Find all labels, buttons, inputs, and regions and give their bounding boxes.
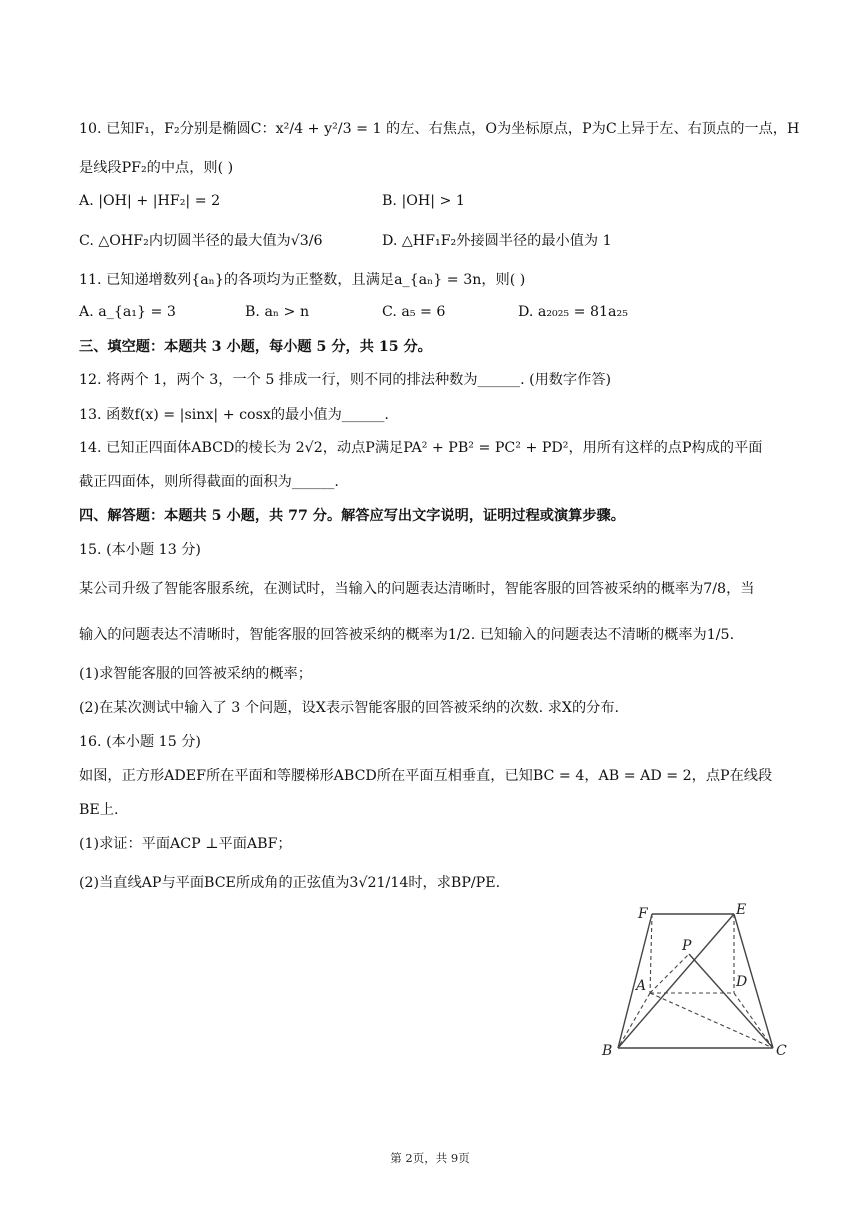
q15-line1: 某公司升级了智能客服系统，在测试时，当输入的问题表达清晰时，智能客服的回答被采纳的概率为7/8，当 xyxy=(79,581,755,597)
label-f: F xyxy=(638,906,648,922)
q10-line2: 是线段PF₂的中点，则( ) xyxy=(79,160,234,176)
q15-part2: (2)在某次测试中输入了 3 个问题，设X表示智能客服的回答被采纳的次数. 求X的分布. xyxy=(79,700,620,716)
q16-line2: BE上. xyxy=(79,802,119,818)
label-p: P xyxy=(682,938,692,954)
edge-fa xyxy=(650,914,652,993)
edge-ab xyxy=(618,993,650,1048)
q11-option-b: B. aₙ > n xyxy=(245,304,310,320)
label-c: C xyxy=(776,1043,787,1059)
q15-line2: 输入的问题表达不清晰时，智能客服的回答被采纳的概率为1/2. 已知输入的问题表达不清晰的概率为1/5. xyxy=(79,627,735,643)
q16-part2: (2)当直线AP与平面BCE所成角的正弦值为3√21/14时，求BP/PE. xyxy=(79,875,501,891)
label-a: A xyxy=(636,978,647,994)
section-4-heading: 四、解答题：本题共 5 小题，共 77 分。解答应写出文字说明，证明过程或演算步骤。 xyxy=(79,508,625,524)
q10-option-d: D. △HF₁F₂外接圆半径的最小值为 1 xyxy=(382,233,612,249)
q10-line1: 10. 已知F₁，F₂分别是椭圆C：x²/4 + y²/3 = 1 的左、右焦点，O为坐标原点，P为C上异于左、右顶点的一点，H xyxy=(79,121,800,137)
edge-pc xyxy=(689,954,773,1048)
edge-ac xyxy=(650,993,773,1048)
q14-line2: 截正四面体，则所得截面的面积为______. xyxy=(79,474,339,490)
q10-option-a: A. |OH| + |HF₂| = 2 xyxy=(79,193,221,209)
q13-text: 13. 函数f(x) = |sinx| + cosx的最小值为______. xyxy=(79,407,389,423)
label-d: D xyxy=(736,974,748,990)
q11-line1: 11. 已知递增数列{aₙ}的各项均为正整数，且满足a_{aₙ} = 3n，则( ) xyxy=(79,272,526,288)
q16-header: 16. (本小题 15 分) xyxy=(79,734,201,750)
q10-option-c: C. △OHF₂内切圆半径的最大值为√3/6 xyxy=(79,233,323,249)
geometry-figure xyxy=(590,898,800,1063)
q11-option-c: C. a₅ = 6 xyxy=(382,304,446,320)
section-3-heading: 三、填空题：本题共 3 小题，每小题 5 分，共 15 分。 xyxy=(79,339,432,355)
q10-option-b: B. |OH| > 1 xyxy=(382,193,465,209)
q14-line1: 14. 已知正四面体ABCD的棱长为 2√2，动点P满足PA² + PB² = PC² + PD²，用所有这样的点P构成的平面 xyxy=(79,440,763,456)
q15-part1: (1)求智能客服的回答被采纳的概率； xyxy=(79,666,312,682)
q11-option-d: D. a₂₀₂₅ = 81a₂₅ xyxy=(518,304,628,320)
q11-option-a: A. a_{a₁} = 3 xyxy=(79,304,176,320)
label-e: E xyxy=(736,902,747,918)
label-b: B xyxy=(602,1043,613,1059)
q12-text: 12. 将两个 1，两个 3，一个 5 排成一行，则不同的排法种数为______. (用数字作答) xyxy=(79,372,612,388)
page-footer: 第 2页，共 9页 xyxy=(390,1151,470,1165)
q15-header: 15. (本小题 13 分) xyxy=(79,542,201,558)
q16-line1: 如图，正方形ADEF所在平面和等腰梯形ABCD所在平面互相垂直，已知BC = 4，AB = AD = 2，点P在线段 xyxy=(79,768,773,784)
q16-part1: (1)求证：平面ACP ⊥平面ABF； xyxy=(79,836,292,852)
